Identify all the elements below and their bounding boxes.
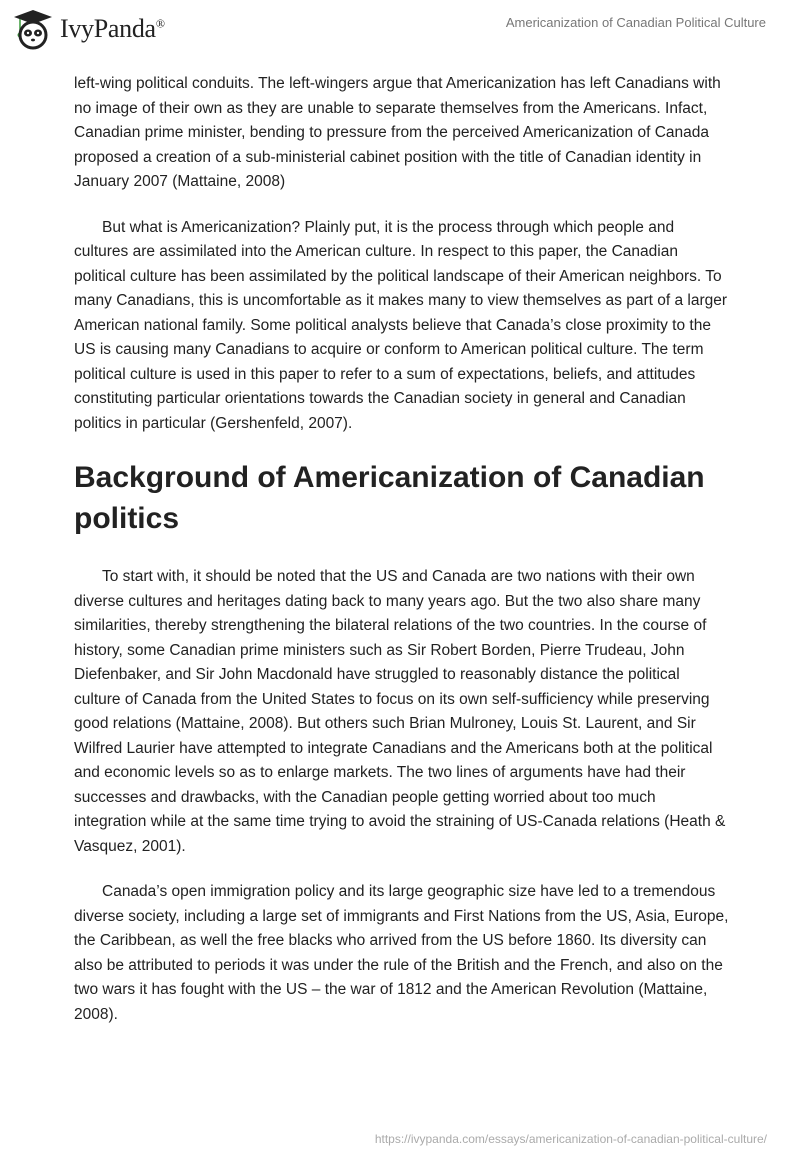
logo[interactable] <box>12 8 165 50</box>
source-url[interactable]: https://ivypanda.com/essays/americanization-of-canadian-political-culture/ <box>374 1132 767 1146</box>
document-title: Americanization of Canadian Political Culture <box>505 15 766 30</box>
panda-logo-icon <box>12 8 54 50</box>
essay-content <box>74 72 730 1048</box>
paragraph: But what is Americanization? Plainly put, it is the process through which people and cultures are assimilated into the American culture. In respect to this paper, the Canadian political culture has been assimilated by the political landscape of their American neighbors. To many Canadians, this is uncomfortable as it makes many to view themselves as part of a larger American national family. Some political analysts believe that Canada’s close proximity to the US is causing many Canadians to acquire or conform to American political culture. The term political culture is used in this paper to refer to a sum of expectations, beliefs, and attitudes constituting particular orientations towards the Canadian society in general and Canadian politics in particular (Gershenfeld, 2007). <box>74 218 728 432</box>
paragraph: left-wing political conduits. The left-wingers argue that Americanization has left Canadians with no image of their own as they are unable to separate themselves from the Americans. Infact, Canadian prime minister, bending to pressure from the perceived Americanization of Canada proposed a creation of a sub-ministerial cabinet position with the title of Canadian identity in January 2007 (Mattaine, 2008) <box>74 75 721 190</box>
section-heading: Background of Americanization of Canadian politics <box>74 461 705 535</box>
logo-text: IvyPanda® <box>60 14 165 43</box>
paragraph: To start with, it should be noted that the US and Canada are two nations with their own diverse cultures and heritages dating back to many years ago. But the two also share many similarities, thereby strengthening the bilateral relations of the two countries. In the course of history, some Canadian prime ministers such as Sir Robert Borden, Pierre Trudeau, John Diefenbaker, and Sir John Macdonald have struggled to reasonably distance the political culture of Canada from the United States to focus on its own self-sufficiency while preserving good relations (Mattaine, 2008). But others such Brian Mulroney, Louis St. Laurent, and Sir Wilfred Laurier have attempted to integrate Canadians and the Americans both at the political and economic levels so as to enlarge markets. The two lines of arguments have had their successes and drawbacks, with the Canadian people getting worried about too much integration while at the same time trying to avoid the straining of US-Canada relations (Heath & Vasquez, 2001). <box>74 568 726 855</box>
header <box>0 0 800 60</box>
paragraph: Canada’s open immigration policy and its large geographic size have led to a tremendous diverse society, including a large set of immigrants and First Nations from the US, Asia, Europe, the Caribbean, as well the free blacks who arrived from the US before 1860. Its diversity can also be attributed to periods it was under the rule of the British and the French, and also on the two wars it has fought with the US – the war of 1812 and the American Revolution (Mattaine, 2008). <box>74 883 729 1023</box>
